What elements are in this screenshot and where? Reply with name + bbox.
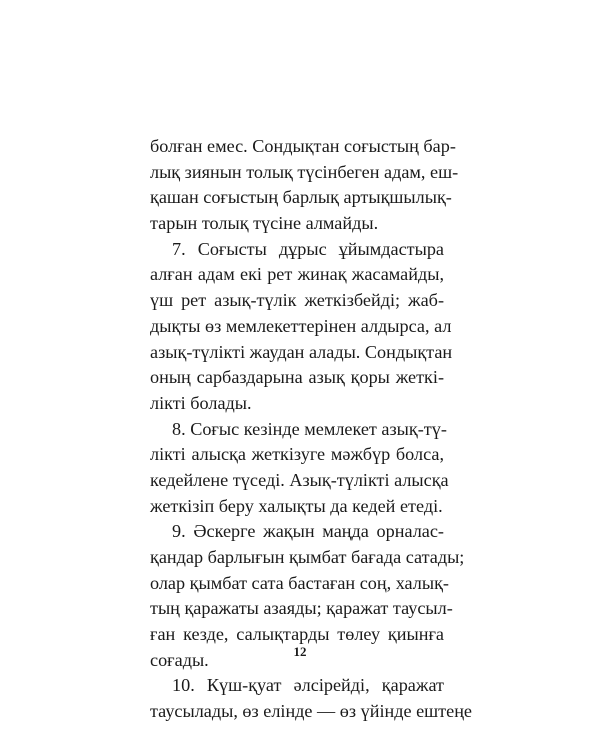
- text-line: олар қымбат сата бастаған соң, халық-: [150, 572, 449, 593]
- text-line: үш рет азық-түлік жеткізбейді; жаб-: [150, 290, 444, 311]
- text-line: лікті болады.: [150, 392, 252, 413]
- text-line: соғады.: [150, 649, 209, 670]
- text-line: жеткізіп беру халықты да кедей етеді.: [150, 495, 443, 516]
- text-line: 9. Әскерге жақын маңда орналас-: [172, 521, 444, 542]
- text-line: таусылады, өз елінде — өз үйінде ештеңе: [150, 701, 473, 722]
- text-line: қандар барлығын қымбат бағада сатады;: [150, 547, 465, 567]
- text-line: алған адам екі рет жинақ жасамайды,: [150, 264, 444, 285]
- text-line: тарын толық түсіне алмайды.: [150, 213, 379, 234]
- text-line: 8. Соғыс кезінде мемлекет азық-тү-: [172, 418, 447, 439]
- text-line: болған емес. Сондықтан соғыстың бар-: [150, 136, 456, 156]
- text-line: қашан соғыстың барлық артықшылық-: [150, 187, 452, 208]
- text-line: ған кезде, салықтарды төлеу қиынға: [150, 624, 444, 645]
- body-text: [150, 134, 473, 725]
- text-line: лық зиянын толық түсінбеген адам, еш-: [150, 161, 459, 182]
- text-line: азық-түлікті жаудан алады. Сондықтан: [150, 341, 453, 362]
- text-line: оның сарбаздарына азық қоры жеткі-: [150, 367, 444, 388]
- text-line: 7. Соғысты дұрыс ұйымдастыра: [172, 238, 444, 259]
- page-number: 12: [293, 644, 307, 659]
- text-line: кедейлене түседі. Азық-түлікті алысқа: [150, 469, 449, 490]
- text-line: лікті алысқа жеткізуге мәжбүр болса,: [150, 444, 444, 465]
- text-line: дықты өз мемлекеттерінен алдырса, ал: [150, 315, 452, 336]
- text-line: тың қаражаты азаяды; қаражат таусыл-: [150, 598, 453, 619]
- text-line: 10. Күш-қуат әлсірейді, қаражат: [172, 675, 444, 696]
